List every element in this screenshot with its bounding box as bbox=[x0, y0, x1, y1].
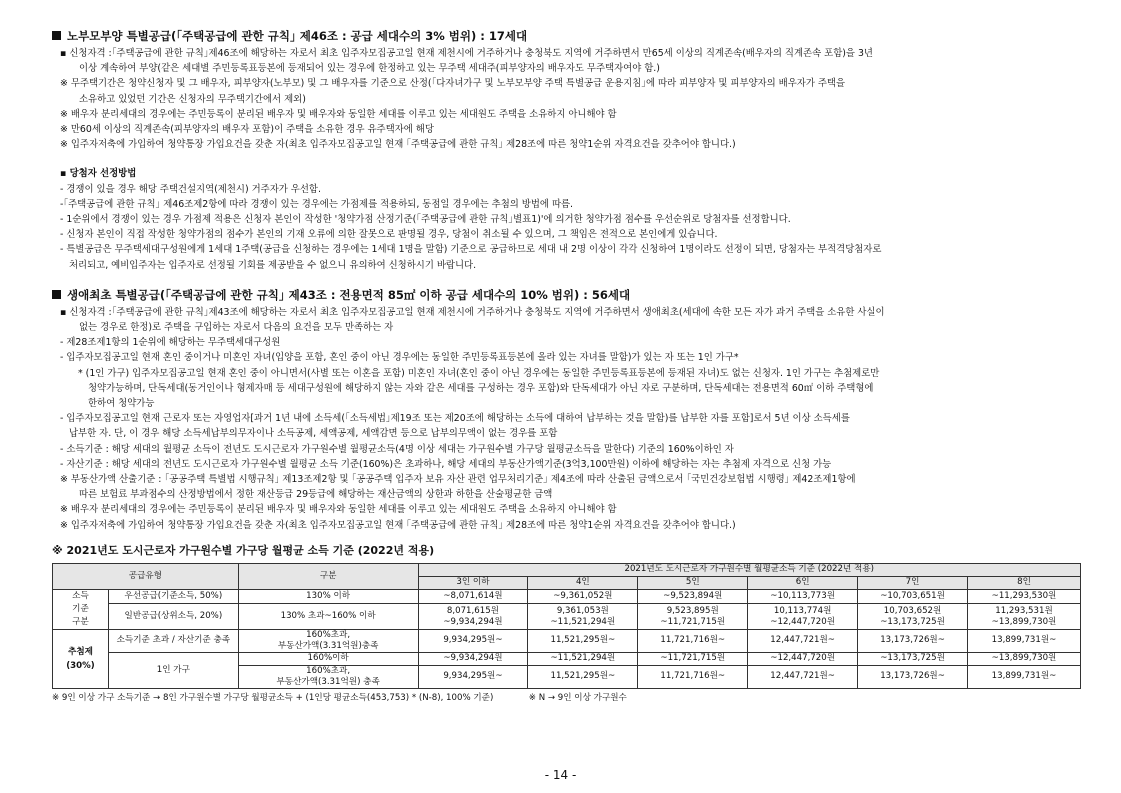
cell-value: 8,071,615원 ~9,934,294원 bbox=[418, 604, 528, 630]
text-line: - 경쟁이 있을 경우 해당 주택건설지역(제천시) 거주자가 우선함. bbox=[60, 183, 321, 195]
cell-value: 11,721,716원~ bbox=[638, 629, 748, 652]
text-line: 이상 계속하여 부양(같은 세대별 주민등록표등본에 등재되어 있는 경우에 한정하고 있는 무주택 세대주(피부양자의 배우자도 무주택자여야 함.) bbox=[79, 63, 660, 75]
text-line: ※ 부동산가액 산출기준 : ｢공공주택 특별법 시행규칙｣ 제13조제2항 및 ｢공공주택 입주자 보유 자산 관련 업무처리기준｣ 제4조에 따라 산출된 금액으로서 ｢국민건강보험법 시행령｣ 제42조제1항에 bbox=[60, 474, 856, 486]
cell-value: ~9,361,052원 bbox=[528, 589, 638, 603]
cell-value: ~9,523,894원 bbox=[638, 589, 748, 603]
text-line: ※ 배우자 분리세대의 경우에는 주민등록이 분리된 배우자 및 배우자와 동일한 세대를 이루고 있는 세대원도 주택을 소유하지 아니해야 함 bbox=[60, 504, 617, 516]
header-income-group: 2021년도 도시근로자 가구원수별 월평균소득 기준 (2022년 적용) bbox=[418, 563, 1081, 576]
cell-value: ~11,293,530원 bbox=[968, 589, 1081, 603]
cell-value: ~9,934,294원 bbox=[418, 652, 528, 665]
text-line: ※ 무주택기간은 청약신청자 및 그 배우자, 피부양자(노부모) 및 그 배우자를 기준으로 산정(｢다자녀가구 및 노부모부양 주택 특별공급 운용지침｣에 따라 피부양자 및 피부양자의 배우자가 주택을 bbox=[60, 78, 846, 90]
text-line: - 자산기준 : 해당 세대의 전년도 도시근로자 가구원수별 월평균 소득 기준(160%)은 초과하나, 해당 세대의 부동산가액기준(3억3,100만원) 이하에 해당하는 자는 추첨제 자격으로 신청 가능 bbox=[60, 458, 832, 470]
cell-value: 9,934,295원~ bbox=[418, 665, 528, 688]
cell-type: 소득기준 초과 / 자산기준 충족 bbox=[108, 629, 238, 652]
cell-value: ~10,703,651원 bbox=[858, 589, 968, 603]
cell-value: ~8,071,614원 bbox=[418, 589, 528, 603]
section-title-elderly-support: 노부모부양 특별공급(｢주택공급에 관한 규칙｣ 제46조 : 공급 세대수의 3% 범위) : 17세대 bbox=[52, 28, 1082, 44]
cell-value: ~11,721,715원 bbox=[638, 652, 748, 665]
text-line: * (1인 가구) 입주자모집공고일 현재 혼인 중이 아니면서(사별 또는 이혼을 포함) 미혼인 자녀(혼인 중이 아닌 경우에는 동일한 주민등록표등본에 등재된 자녀)도 없는 신청자. 1인 가구는 추첨제로만 bbox=[78, 367, 880, 379]
text-line: ※ 배우자 분리세대의 경우에는 주민등록이 분리된 배우자 및 배우자와 동일한 세대를 이루고 있는 세대원도 주택을 소유하지 아니해야 함 bbox=[60, 108, 617, 120]
cell-value: 9,934,295원~ bbox=[418, 629, 528, 652]
text-line: -｢주택공급에 관한 규칙｣ 제46조제2항에 따라 경쟁이 있는 경우에는 가점제를 적용하되, 동점일 경우에는 추첨의 방법에 따름. bbox=[60, 198, 574, 210]
row-group-lottery: 추첨제 (30%) bbox=[53, 629, 109, 688]
footnote-9-plus: ※ 9인 이상 가구 소득기준 → 8인 가구원수별 가구당 월평균소득 + (1인당 평균소득(453,753) * (N-8), 100% 기준) bbox=[52, 692, 494, 703]
text-line: - 특별공급은 무주택세대구성원에게 1세대 1주택(공급을 신청하는 경우에는 1세대 1명을 말함) 기준으로 공급하므로 세대 내 2명 이상이 각각 신청하여 1명이라도 선정이 되면, 당첨자는 부적격당첨자로 bbox=[60, 244, 882, 256]
text-line: 청약가능하며, 단독세대(동거인이나 형제자매 등 세대구성원에 해당하지 않는 자와 같은 세대를 구성하는 경우 포함)와 단독세대가 아닌 자로 구분하며, 단독세대는 전용면적 60㎡ 이하 주택형에 bbox=[88, 382, 874, 394]
text-line: - 입주자모집공고일 현재 혼인 중이거나 미혼인 자녀(입양을 포함, 혼인 중이 아닌 경우에는 동일한 주민등록표등본에 올라 있는 자녀를 말함)가 있는 자 또는 1인 가구* bbox=[60, 352, 739, 364]
cell-value: 10,113,774원 ~12,447,720원 bbox=[748, 604, 858, 630]
cell-value: 10,703,652원 ~13,173,725원 bbox=[858, 604, 968, 630]
text-line: ※ 입주자저축에 가입하여 청약통장 가입요건을 갖춘 자(최초 입주자모집공고일 현재 ｢주택공급에 관한 규칙｣ 제28조에 따른 청약1순위 자격요건을 갖추어야 합니다.) bbox=[60, 139, 736, 151]
cell-value: 9,361,053원 ~11,521,294원 bbox=[528, 604, 638, 630]
header-size: 8인 bbox=[968, 576, 1081, 589]
cell-gubun: 130% 이하 bbox=[238, 589, 418, 603]
header-gubun: 구분 bbox=[238, 563, 418, 589]
cell-value: 11,521,295원~ bbox=[528, 629, 638, 652]
income-criteria-table bbox=[52, 563, 1081, 689]
text-line: 한하여 청약가능 bbox=[88, 398, 155, 410]
square-bullet-icon bbox=[52, 290, 61, 299]
cell-value: ~10,113,773원 bbox=[748, 589, 858, 603]
cell-gubun: 130% 초과~160% 이하 bbox=[238, 604, 418, 630]
text-line: ▪ 신청자격 :｢주택공급에 관한 규칙｣제46조에 해당하는 자로서 최초 입주자모집공고일 현재 제천시에 거주하거나 충청북도 지역에 거주하면서 만65세 이상의 직계존속(배우자의 직계존속 포함)을 3년 bbox=[60, 48, 873, 59]
cell-value: 11,521,295원~ bbox=[528, 665, 638, 688]
cell-value: 12,447,721원~ bbox=[748, 629, 858, 652]
table-row bbox=[53, 629, 1081, 652]
page-number: - 14 - bbox=[544, 768, 577, 782]
cell-value: 9,523,895원 ~11,721,715원 bbox=[638, 604, 748, 630]
cell-value: 13,899,731원~ bbox=[968, 665, 1081, 688]
cell-value: ~11,521,294원 bbox=[528, 652, 638, 665]
header-size: 6인 bbox=[748, 576, 858, 589]
section-title-first-home: 생애최초 특별공급(｢주택공급에 관한 규칙｣ 제43조 : 전용면적 85㎡ 이하 공급 세대수의 10% 범위) : 56세대 bbox=[52, 287, 1082, 303]
table-footnote bbox=[52, 691, 1082, 705]
cell-type: 1인 가구 bbox=[108, 652, 238, 688]
cell-type: 우선공급(기준소득, 50%) bbox=[108, 589, 238, 603]
cell-gubun: 160%이하 bbox=[238, 652, 418, 665]
table-header-row bbox=[53, 563, 1081, 576]
square-bullet-icon bbox=[52, 31, 61, 40]
header-supply-type: 공급유형 bbox=[53, 563, 239, 589]
text-line: - 제28조제1항의 1순위에 해당하는 무주택세대구성원 bbox=[60, 337, 281, 349]
footnote-n-definition: ※ N → 9인 이상 가구원수 bbox=[528, 692, 627, 703]
row-group-income: 소득 기준 구분 bbox=[53, 589, 109, 629]
text-line: - 신청자 본인이 직접 작성한 청약가점의 점수가 본인의 기재 오류에 의한 잘못으로 판명될 경우, 당첨이 취소될 수 있으며, 그 책임은 전적으로 본인에게 있습니다. bbox=[60, 229, 718, 241]
text-line: 소유하고 있었던 기간은 신청자의 무주택기간에서 제외) bbox=[79, 93, 306, 105]
table-title: ※ 2021년도 도시근로자 가구원수별 가구당 월평균 소득 기준 (2022년 적용) bbox=[52, 543, 435, 557]
header-size: 4인 bbox=[528, 576, 638, 589]
cell-value: 13,899,731원~ bbox=[968, 629, 1081, 652]
text-line: - 1순위에서 경쟁이 있는 경우 가점제 적용은 신청자 본인이 작성한 '청약가점 산정기준(｢주택공급에 관한 규칙｣별표1)'에 의거한 청약가점 점수를 우선순위로 당첨자를 선정합니다. bbox=[60, 214, 791, 226]
subsection-title-winner-selection: ▪ 당첨자 선정방법 bbox=[60, 168, 137, 180]
document-page bbox=[52, 28, 1082, 705]
cell-type: 일반공급(상위소득, 20%) bbox=[108, 604, 238, 630]
text-line: 처리되고, 예비입주자는 입주자로 선정될 기회를 제공받을 수 없으니 유의하여 신청하시기 바랍니다. bbox=[69, 259, 477, 271]
cell-value: ~13,899,730원 bbox=[968, 652, 1081, 665]
text-line: ※ 입주자저축에 가입하여 청약통장 가입요건을 갖춘 자(최초 입주자모집공고일 현재 ｢주택공급에 관한 규칙｣ 제28조에 따른 청약1순위 자격요건을 갖추어야 합니다.) bbox=[60, 519, 736, 531]
text-line: - 입주자모집공고일 현재 근로자 또는 자영업자[과거 1년 내에 소득세(｢소득세법｣제19조 또는 제20조에 해당하는 소득에 대하여 납부하는 것을 말함)를 납부한 자를 포함]로서 5년 이상 소득세를 bbox=[60, 413, 850, 425]
text-line: 납부한 자. 단, 이 경우 해당 소득세납부의무자이나 소득공제, 세액공제, 세액감면 등으로 납부의무액이 없는 경우를 포함 bbox=[69, 428, 558, 440]
table-row bbox=[53, 604, 1081, 630]
table-row bbox=[53, 652, 1081, 665]
cell-value: ~12,447,720원 bbox=[748, 652, 858, 665]
cell-value: 11,721,716원~ bbox=[638, 665, 748, 688]
cell-value: 11,293,531원 ~13,899,730원 bbox=[968, 604, 1081, 630]
cell-value: 12,447,721원~ bbox=[748, 665, 858, 688]
cell-value: 13,173,726원~ bbox=[858, 665, 968, 688]
text-line: 따른 보험료 부과점수의 산정방법에서 정한 재산등급 29등급에 해당하는 재산금액의 상한과 하한을 산술평균한 금액 bbox=[79, 489, 553, 501]
cell-value: ~13,173,725원 bbox=[858, 652, 968, 665]
cell-value: 13,173,726원~ bbox=[858, 629, 968, 652]
header-size: 5인 bbox=[638, 576, 748, 589]
text-line: ▪ 신청자격 :｢주택공급에 관한 규칙｣제43조에 해당하는 자로서 최초 입주자모집공고일 현재 제천시에 거주하거나 충청북도 지역에 거주하면서 생애최초(세대에 속한 모든 자가 과거 주택을 소유한 사실이 bbox=[60, 306, 885, 318]
text-line: 없는 경우로 한정)로 주택을 구입하는 자로서 다음의 요건을 모두 만족하는 자 bbox=[79, 322, 394, 334]
header-size: 7인 bbox=[858, 576, 968, 589]
text-line: - 소득기준 : 해당 세대의 월평균 소득이 전년도 도시근로자 가구원수별 월평균소득(4명 이상 세대는 가구원수별 가구당 월평균소득을 말한다) 기준의 160%이하인 자 bbox=[60, 443, 734, 455]
text-line: ※ 만60세 이상의 직계존속(피부양자의 배우자 포함)이 주택을 소유한 경우 유주택자에 해당 bbox=[60, 124, 434, 136]
header-size: 3인 이하 bbox=[418, 576, 528, 589]
cell-gubun: 160%초과, 부동산가액(3.31억원)충족 bbox=[238, 629, 418, 652]
table-row bbox=[53, 589, 1081, 603]
cell-gubun: 160%초과, 부동산가액(3.31억원) 충족 bbox=[238, 665, 418, 688]
